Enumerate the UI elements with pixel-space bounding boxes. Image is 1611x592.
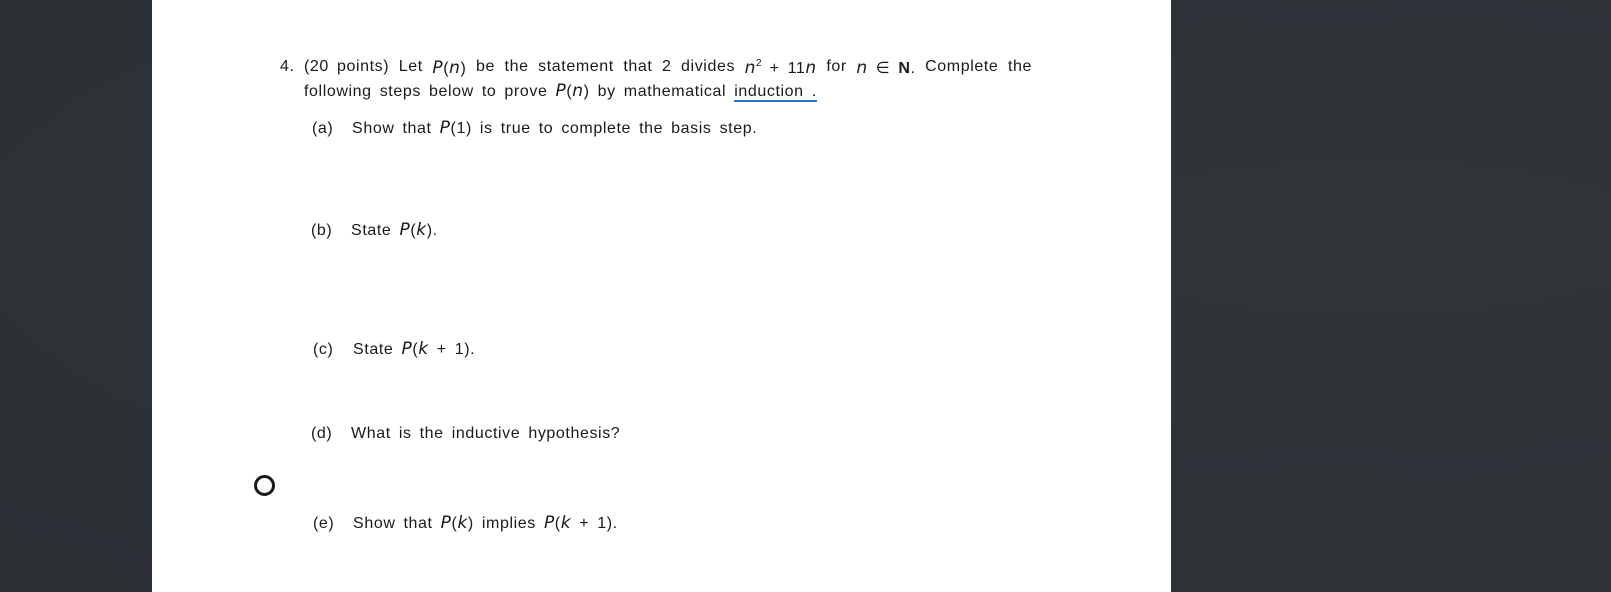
- part-a-text-post: is true to complete the basis step.: [479, 120, 758, 137]
- math-paren-close: ): [467, 515, 474, 532]
- part-d-label: (d): [311, 425, 333, 442]
- part-e-math-2: [544, 515, 618, 532]
- math-naturals: N: [898, 60, 911, 77]
- cursor-ring-icon: [254, 475, 275, 496]
- math-plus-eleven: + 11: [769, 60, 806, 77]
- word-let: Let: [398, 58, 423, 75]
- math-paren-open: (: [410, 222, 417, 239]
- part-b-math: [399, 222, 437, 239]
- math-membership: [856, 58, 915, 78]
- part-c-math: [401, 341, 475, 358]
- math-expression: [745, 58, 817, 78]
- math-k: k: [560, 513, 572, 533]
- math-paren-open: (: [554, 515, 561, 532]
- math-paren-open: (: [443, 60, 450, 77]
- math-p: P: [399, 220, 411, 240]
- math-element-of: ∈: [875, 60, 891, 77]
- induction-link[interactable]: induction .: [734, 83, 817, 100]
- math-arg: (1): [450, 120, 472, 137]
- part-b: [311, 220, 438, 240]
- math-paren-close: ): [583, 83, 590, 100]
- math-n-member: n: [856, 58, 868, 78]
- word-be: be: [476, 58, 495, 75]
- question-statement-line-1: [304, 58, 1032, 78]
- math-k: k: [418, 339, 429, 359]
- math-p-of-n-2: [556, 83, 590, 100]
- word-statement: statement: [538, 58, 614, 75]
- part-c-label: (c): [313, 341, 334, 358]
- math-period: .: [910, 60, 916, 77]
- part-a-label: (a): [312, 120, 334, 137]
- part-c-text-pre: State: [353, 341, 394, 358]
- math-k: k: [457, 513, 468, 533]
- part-a: [312, 118, 757, 138]
- math-plus-one: + 1).: [436, 341, 476, 358]
- math-p: P: [432, 58, 444, 78]
- math-p: P: [401, 339, 413, 359]
- part-e-label: (e): [313, 515, 335, 532]
- word-that: that: [623, 58, 653, 75]
- part-e-text-mid: implies: [481, 515, 536, 532]
- part-d-text: What is the inductive hypothesis?: [351, 425, 621, 442]
- part-a-math: [440, 120, 472, 137]
- math-n: n: [449, 58, 461, 78]
- word-for: for: [826, 58, 847, 75]
- math-n-linear: n: [805, 58, 817, 78]
- math-paren-close: ).: [426, 222, 438, 239]
- math-plus-one: + 1).: [579, 515, 618, 532]
- part-e-text-pre: Show that: [353, 515, 433, 532]
- math-paren-open: (: [412, 341, 419, 358]
- math-n-squared: n: [744, 58, 756, 78]
- word-complete: Complete: [925, 58, 999, 75]
- word-two: 2: [662, 58, 672, 75]
- part-b-label: (b): [311, 222, 333, 239]
- word-divides: divides: [681, 58, 736, 75]
- math-n: n: [572, 81, 584, 101]
- line2-text-start: following steps below to prove: [304, 83, 548, 100]
- question-statement-line-2: [304, 81, 817, 101]
- math-paren-open: (: [451, 515, 458, 532]
- math-p: P: [440, 513, 452, 533]
- math-p: P: [543, 513, 555, 533]
- part-c: [313, 339, 475, 359]
- question-number: 4.: [280, 58, 295, 75]
- line2-text-mid: by mathematical: [597, 83, 727, 100]
- part-a-text-pre: Show that: [352, 120, 432, 137]
- math-p-of-n: [432, 58, 466, 78]
- part-d: [311, 425, 620, 443]
- question-points: (20 points): [304, 58, 390, 75]
- math-paren-open: (: [566, 83, 573, 100]
- math-p: P: [555, 81, 567, 101]
- part-b-text-pre: State: [351, 222, 392, 239]
- part-e: [313, 513, 618, 533]
- word-the-end: the: [1007, 58, 1032, 75]
- math-p: P: [439, 118, 451, 138]
- math-k: k: [416, 220, 427, 240]
- math-exponent: 2: [755, 58, 762, 69]
- word-the: the: [504, 58, 529, 75]
- part-e-math-1: [441, 515, 474, 532]
- math-paren-close: ): [460, 60, 467, 77]
